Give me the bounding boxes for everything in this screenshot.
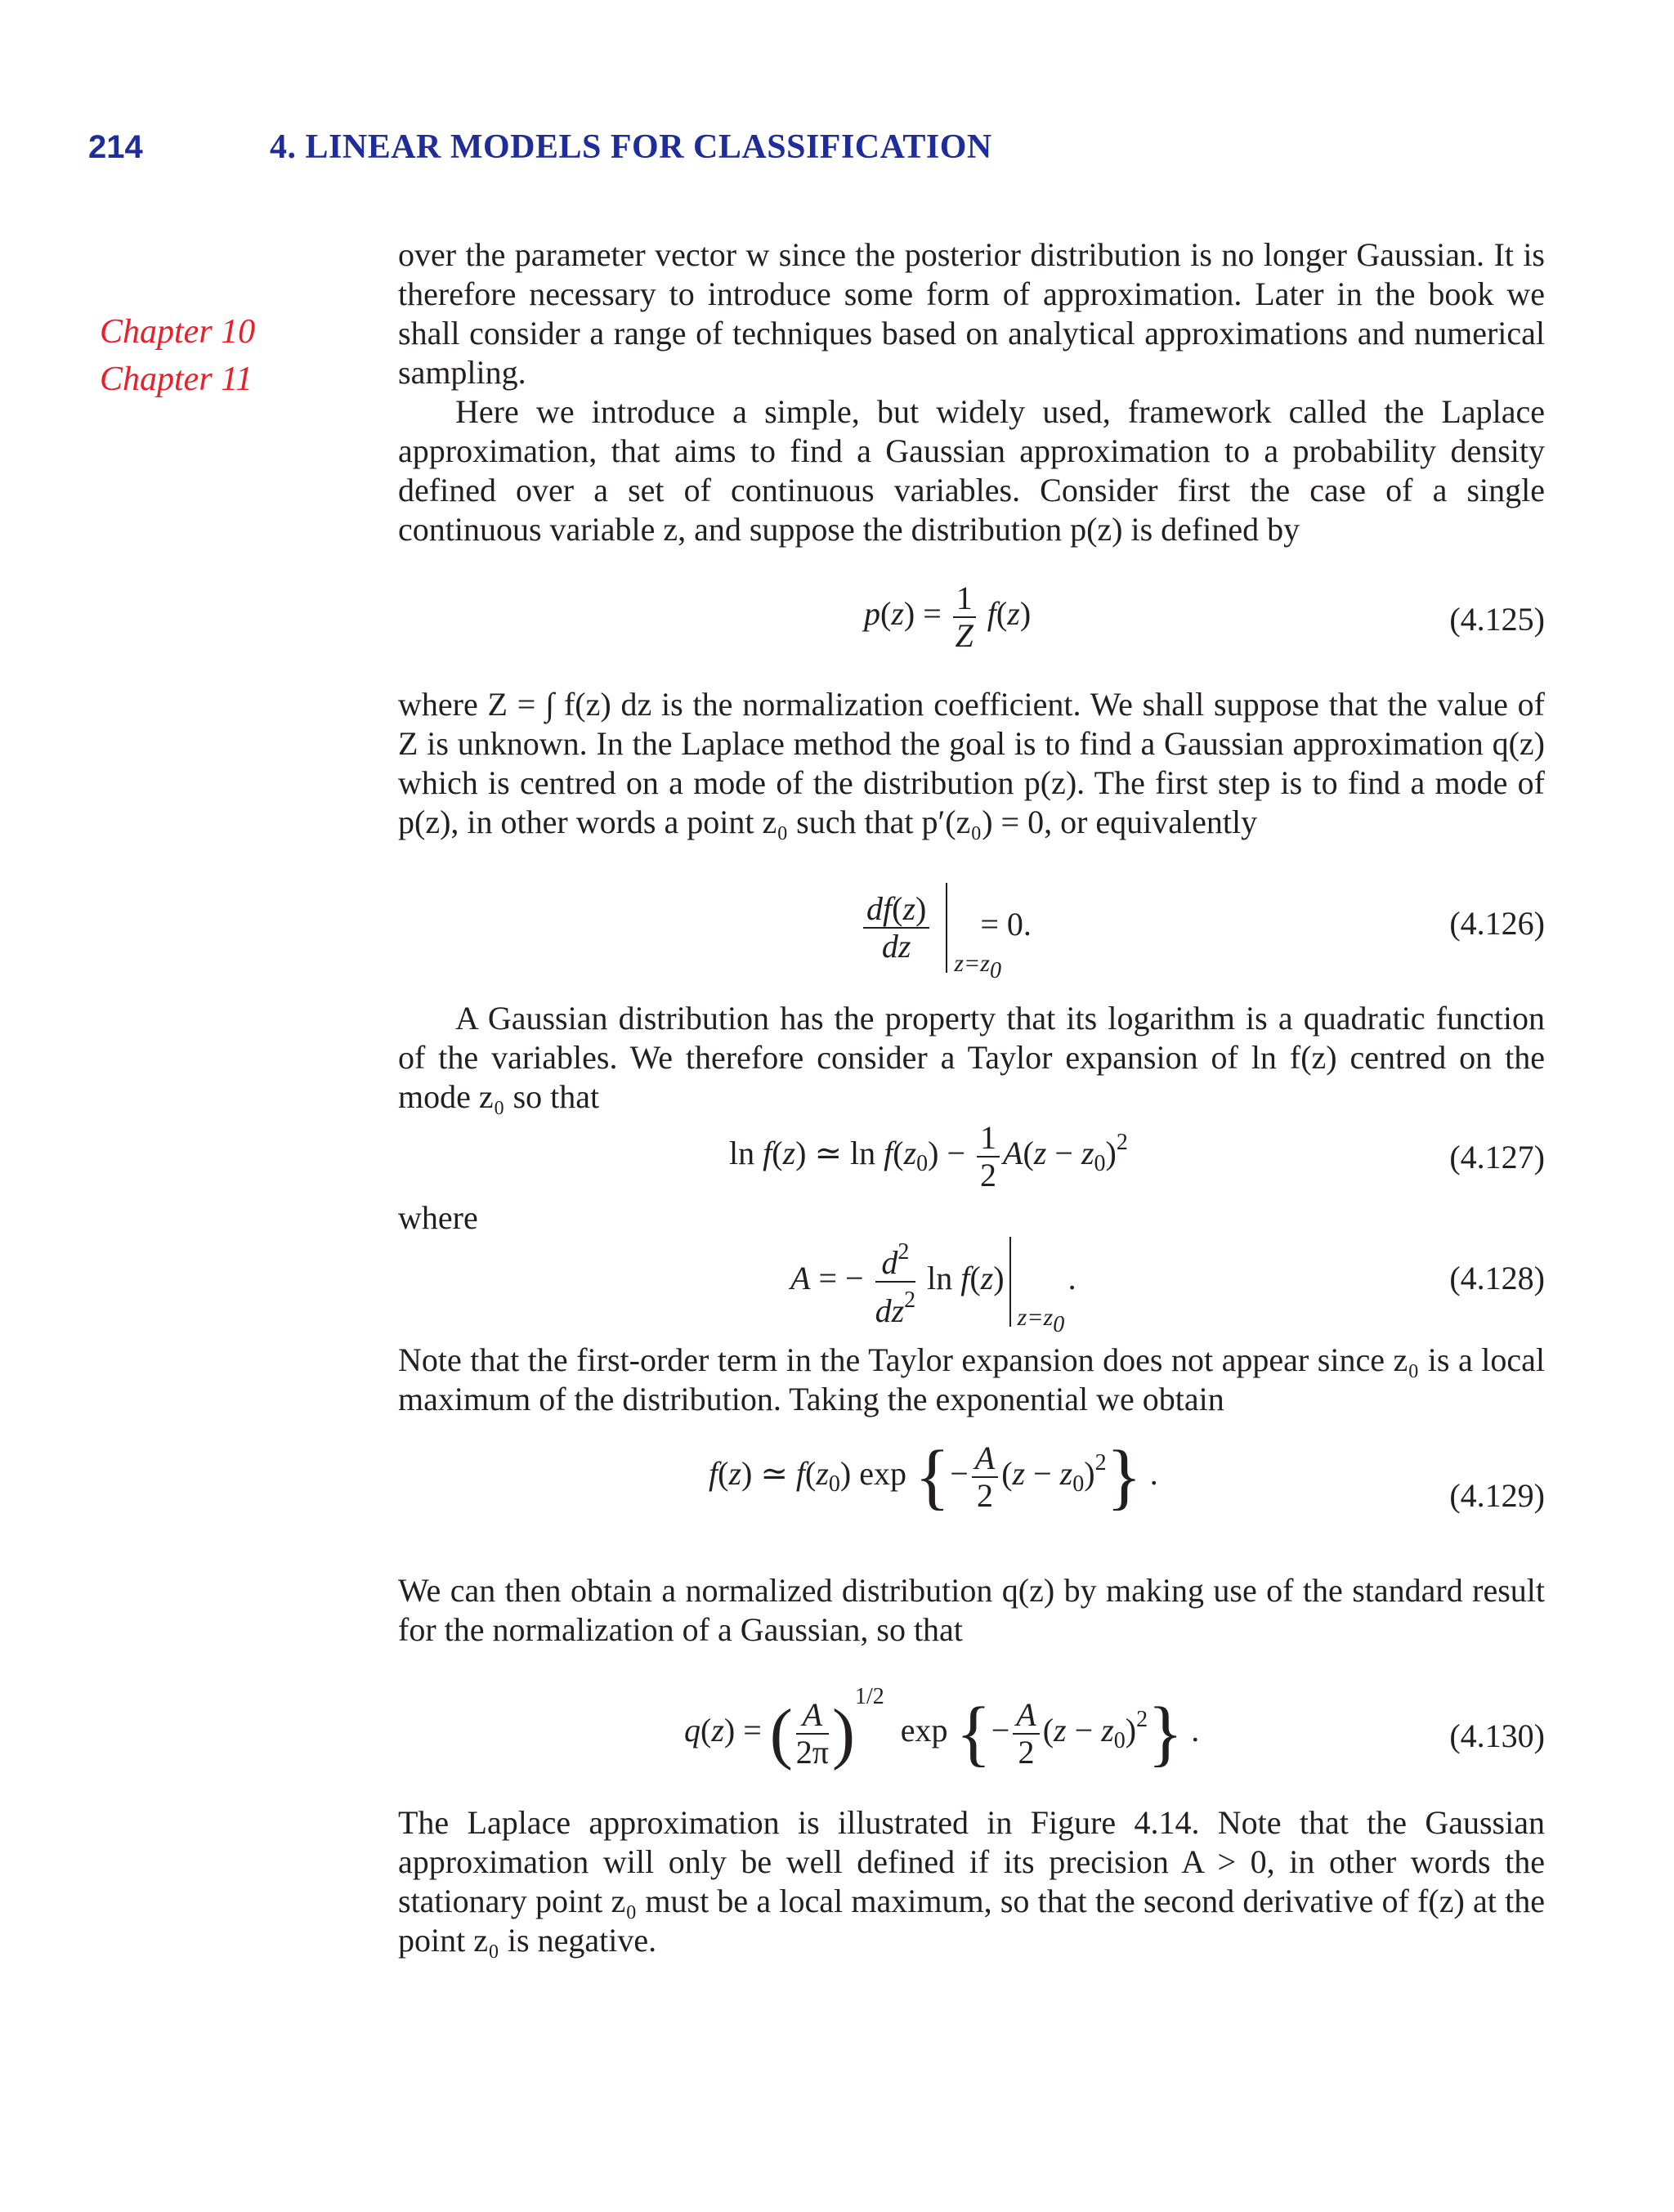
paragraph-2: Here we introduce a simple, but widely used, framework called the Laplace approximation, that aims to find a Gaussian approximation to a probability density defined over a set of continuous variables. Consider first the case of a single continuous variable z, and suppose the distribution p(z) is defined by: [398, 393, 1545, 548]
paragraph-3: where Z = ∫ f(z) dz is the normalization coefficient. We shall suppose that the value of Z is unknown. In the Laplace method the goal is to find a Gaussian approximation q(z) which is centred on a mode of the distribution p(z). The first step is to find a mode of p(z), in other words a point z₀ such that p′(z₀) = 0, or equivalently: [398, 686, 1545, 840]
paragraph-7: We can then obtain a normalized distribution q(z) by making use of the standard result for the normalization of a Gaussian, so that: [398, 1572, 1545, 1648]
paragraph-1: over the parameter vector w since the posterior distribution is no longer Gaussian. It is therefore necessary to introduce some form of approximation. Later in the book we shall consider a range of techniques based on analytical approximations and numerical sampling.: [398, 236, 1545, 391]
paragraph-6: Note that the first-order term in the Taylor expansion does not appear since z₀ is a local maximum of the distribution. Taking the exponential we obtain: [398, 1341, 1545, 1417]
paragraph-5: where: [398, 1199, 478, 1236]
margin-ref-chapter-11[interactable]: Chapter 11: [100, 360, 253, 398]
page-number: 214: [88, 129, 143, 165]
equation-4-126: $\frac{df(z)}{dz}$ z=z0 = 0. (4.126): [398, 875, 1545, 997]
margin-ref-chapter-10[interactable]: Chapter 10: [100, 313, 256, 351]
equation-number: (4.125): [1449, 601, 1545, 638]
equation-number: (4.126): [1449, 905, 1545, 942]
running-head: 4. LINEAR MODELS FOR CLASSIFICATION: [270, 128, 992, 166]
equation-number: (4.127): [1449, 1139, 1545, 1175]
equation-4-125: p(z) = $\frac{1}{Z}$ f(z) (4.125): [864, 580, 1545, 654]
equation-number: (4.129): [1449, 1477, 1545, 1514]
equation-4-128: A = − $\frac{d^2}{dz^2}$ ln f(z) z=z0 . (4.128): [398, 1226, 1545, 1349]
equation-4-130: q(z) = ( $\frac{A}{2\pi}$ )$^{1/2}$ exp {− $\frac{A}{2}$ $(z - z_0)^2$} . (4.130): [684, 1684, 1545, 1774]
equation-4-127: ln f(z) ≃ $\ln f(z_0)$ − $\frac{1}{2}$ $A(z - z_0)^2$ (4.127): [729, 1119, 1545, 1193]
equation-4-129: f(z) ≃ $f(z_0)$ exp {− $\frac{A}{2}$ $(z - z_0)^2$} . (4.129): [709, 1436, 1545, 1517]
equation-number: (4.128): [1449, 1260, 1545, 1296]
paragraph-8: The Laplace approximation is illustrated in Figure 4.14. Note that the Gaussian approximation will only be well defined if its precision A > 0, in other words the stationary point z₀ must be a local maximum, so that the second derivative of f(z) at the point z₀ is negative.: [398, 1804, 1545, 1959]
equation-number: (4.130): [1449, 1717, 1545, 1754]
paragraph-4: A Gaussian distribution has the property that its logarithm is a quadratic function of the variables. We therefore consider a Taylor expansion of ln f(z) centred on the mode z₀ so that: [398, 1000, 1545, 1115]
